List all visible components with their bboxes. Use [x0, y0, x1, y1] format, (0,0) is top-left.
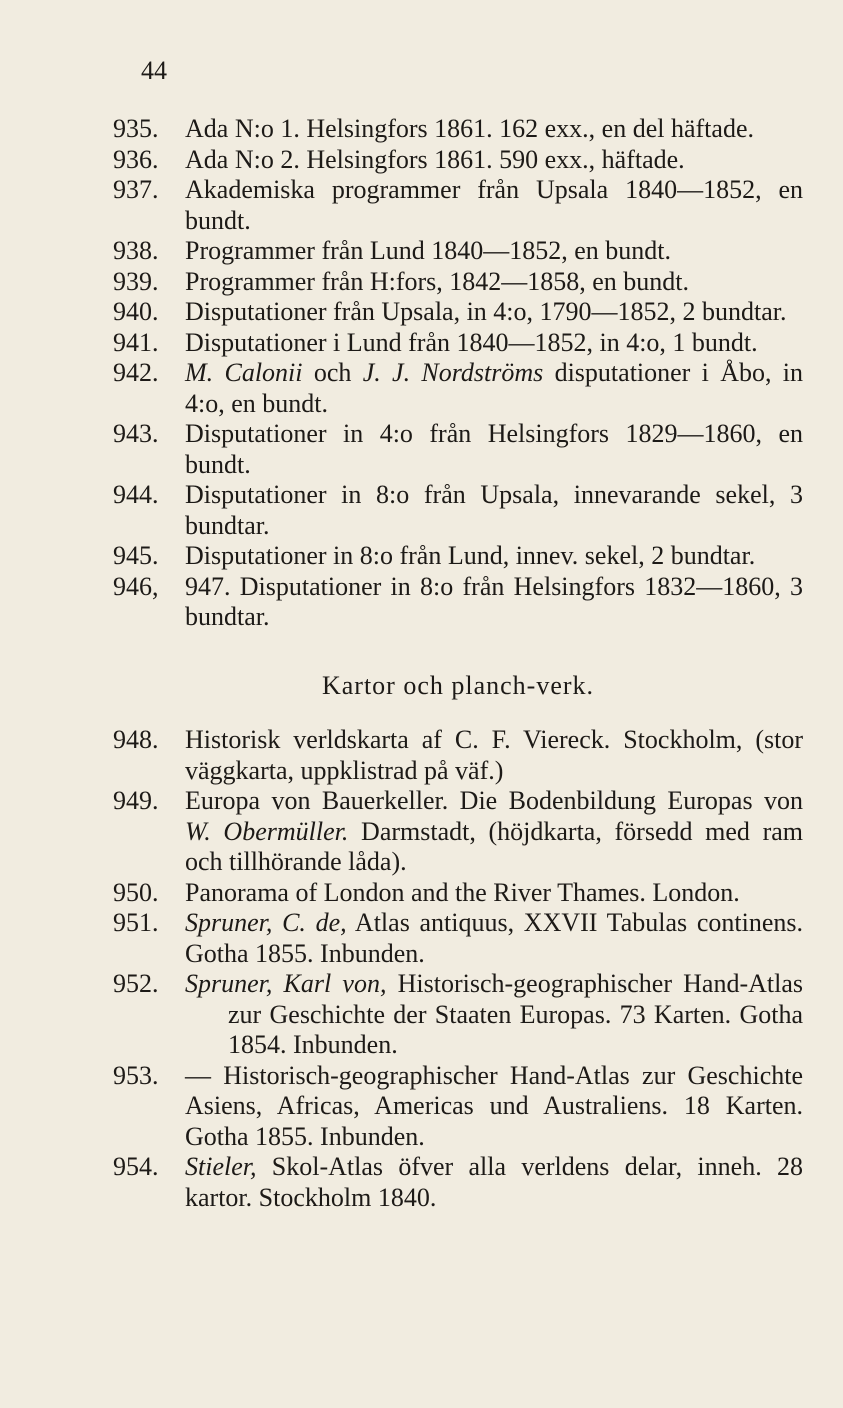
entry-944	[113, 480, 803, 541]
connector-text: och	[302, 358, 363, 387]
entry-text: Ada N:o 2. Helsingfors 1861. 590 exx., häftade.	[185, 144, 685, 174]
entry-936	[113, 145, 803, 176]
entry-938	[113, 236, 803, 267]
entry-940	[113, 297, 803, 328]
entry-952	[113, 969, 803, 1061]
author-name: Stieler,	[185, 1152, 257, 1181]
entry-text	[185, 1152, 803, 1213]
entry-number: 941.	[113, 327, 159, 357]
entry-953	[113, 1061, 803, 1153]
entry-text: Disputationer in 8:o från Lund, innev. sekel, 2 bundtar.	[185, 541, 756, 570]
entry-951	[113, 908, 803, 969]
entry-943	[113, 419, 803, 480]
author-name: W. Obermüller.	[185, 816, 349, 846]
entry-text	[185, 969, 803, 1061]
entry-text: Historisk verldskarta af C. F. Viereck. Stockholm, (stor väggkarta, uppklistrad på väf.)	[185, 725, 803, 785]
entry-number: 940.	[113, 297, 159, 326]
entry-text: — Historisch-geographischer Hand-Atlas zur Geschichte Asiens, Africas, Americas und Australiens. 18 Karten. Gotha 1855. Inbunden.	[185, 1060, 803, 1151]
entry-number: 944.	[113, 480, 159, 509]
catalogue-entries	[113, 114, 803, 1213]
author-name: Spruner, Karl von,	[185, 969, 387, 998]
entry-948	[113, 725, 803, 786]
entry-text: Disputationer in 8:o från Upsala, innevarande sekel, 3 bundtar.	[185, 480, 803, 540]
entry-text: Disputationer in 4:o från Helsingfors 1829—1860, en bundt.	[185, 419, 803, 479]
entry-number: 942.	[113, 358, 159, 387]
entry-942	[113, 358, 803, 419]
entry-text: Disputationer i Lund från 1840—1852, in 4:o, 1 bundt.	[185, 327, 758, 357]
entry-rest: Historisch-geographischer Hand-Atlas zur Geschichte der Staaten Europas. 73 Karten. Gotha 1854. Inbunden.	[228, 969, 803, 1059]
entry-945	[113, 541, 803, 572]
entry-number: 954.	[113, 1152, 159, 1181]
entry-number: 946,	[113, 571, 159, 601]
entry-rest: Atlas antiquus, XXVII Tabulas continens. Gotha 1855. Inbunden.	[185, 908, 803, 968]
author-name: M. Calonii	[185, 358, 303, 387]
entry-text: Programmer från Lund 1840—1852, en bundt.	[185, 236, 671, 265]
author-name: Spruner, C. de,	[185, 908, 347, 937]
entry-937	[113, 175, 803, 236]
entry-number: 936.	[113, 144, 159, 174]
entry-text	[185, 908, 803, 969]
entry-949	[113, 786, 803, 878]
entry-rest: Skol-Atlas öfver alla verldens delar, inneh. 28 kartor. Stockholm 1840.	[185, 1152, 803, 1212]
section-title: Kartor och planch-verk.	[321, 670, 595, 700]
entry-939	[113, 267, 803, 298]
entry-text: Ada N:o 1. Helsingfors 1861. 162 exx., en del häftade.	[185, 114, 754, 143]
entry-number: 935.	[113, 114, 159, 143]
entry-rest: Darmstadt, (höjdkarta, försedd med ram och tillhörande låda).	[185, 816, 803, 876]
entry-text: Panorama of London and the River Thames. London.	[185, 877, 740, 907]
entry-946-947	[113, 572, 803, 633]
entry-number: 951.	[113, 908, 159, 937]
entry-text: Programmer från H:fors, 1842—1858, en bundt.	[185, 266, 690, 296]
entry-number: 948.	[113, 725, 159, 754]
entry-941	[113, 328, 803, 359]
entry-text: Akademiska programmer från Upsala 1840—1852, en bundt.	[185, 175, 803, 235]
entry-number: 939.	[113, 266, 159, 296]
entry-number: 937.	[113, 175, 159, 204]
entry-935	[113, 114, 803, 145]
entry-pre: Europa von Bauerkeller. Die Bodenbildung Europas von	[185, 786, 803, 815]
entry-950	[113, 878, 803, 909]
entry-number: 953.	[113, 1060, 159, 1090]
entry-text: Disputationer från Upsala, in 4:o, 1790—1852, 2 bundtar.	[185, 297, 787, 326]
page-number: 44	[141, 56, 167, 85]
entry-text	[185, 786, 803, 878]
entry-number: 950.	[113, 877, 159, 907]
entry-number: 938.	[113, 236, 159, 265]
entry-rest: disputationer i Åbo, in 4:o, en bundt.	[185, 358, 804, 418]
author-name: J. J. Nordströms	[362, 358, 544, 387]
entry-number: 943.	[113, 419, 159, 448]
entry-954	[113, 1152, 803, 1213]
entry-text: 947. Disputationer in 8:o från Helsingfors 1832—1860, 3 bundtar.	[185, 571, 803, 631]
entry-number: 945.	[113, 541, 159, 570]
entry-text	[185, 358, 803, 419]
entry-number: 949.	[113, 786, 159, 815]
entry-number: 952.	[113, 969, 159, 998]
